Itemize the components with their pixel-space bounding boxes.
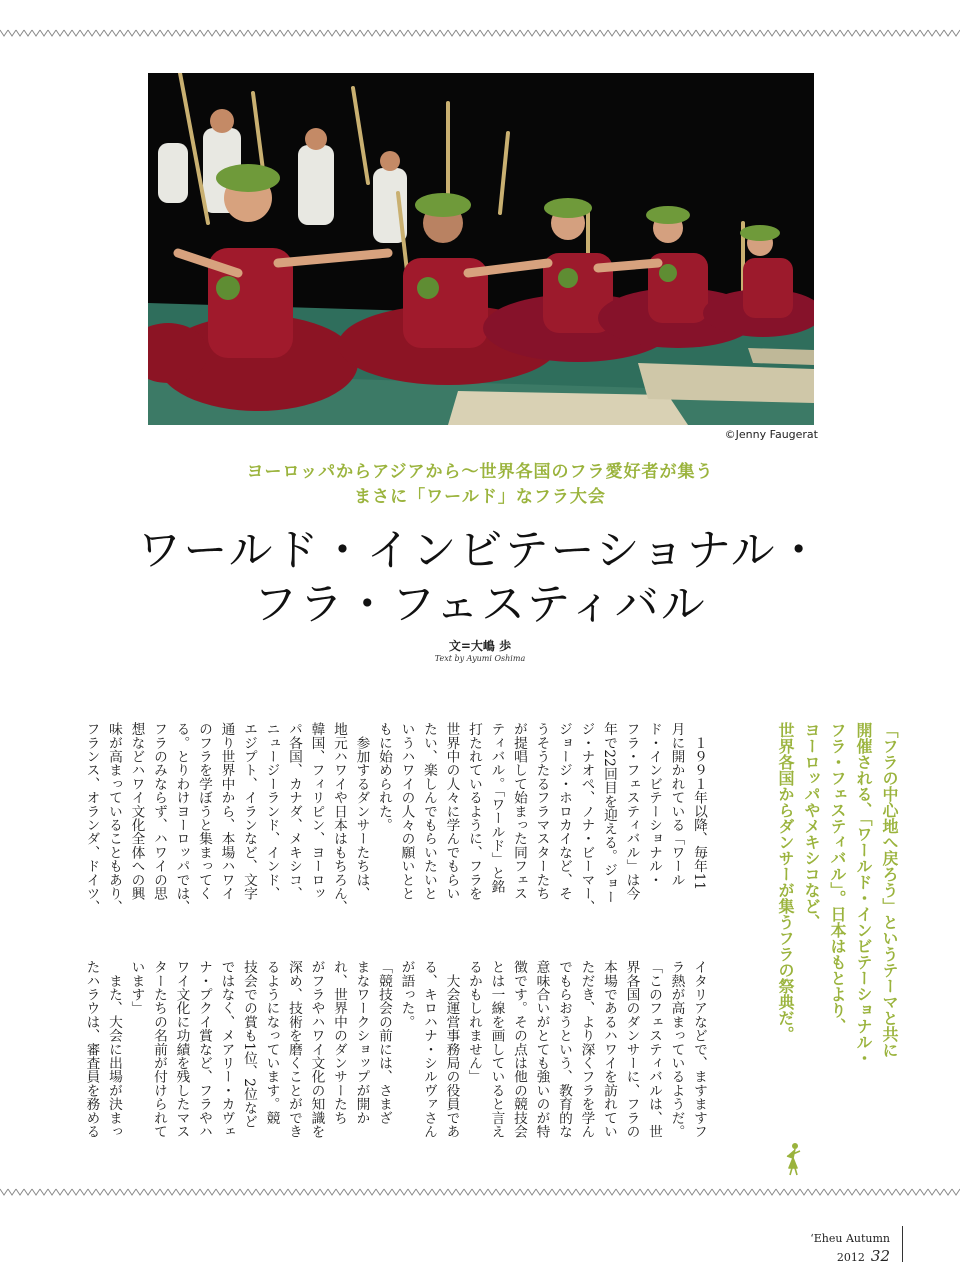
byline-japanese: 文=大嶋 歩 [448, 639, 512, 653]
subtitle-line-1: ヨーロッパからアジアから〜世界各国のフラ愛好者が集う [246, 462, 714, 482]
footer-divider [902, 1226, 903, 1262]
body-text-upper: １９９１年以降、毎年11 月に開かれている「ワール ド・インビテーショナル・ フラ・フェスティバル」は今 年で22回目を迎える。ジョー ジ・ナオペ、ノナ・ビーマー、 ジョージ・ホロカイなど、そ うそうたるフラマスターたち が提唱して始まった同フェス ティバル。「ワールド」と銘 打たれているように、フラを 世界中の人々に学んでもらい たい、楽しんでもらいたいと いうハワイの人々の願いとと もに始められた。 参加するダンサーたちは、 地元ハワイや日本はもちろん、 韓国、フィリピン、ヨーロッ パ各国、カナダ、メキシコ、 ニュージーランド、インド、 エジプト、イランなど、文字 通り世界中から、本場ハワイ のフラを学ぼうと集まってく る。とりわけヨーロッパでは、 フラのみならず、ハワイの思 想などハワイ文化全体への興 味が高まっていることもあり、 フランス、オランダ、ドイツ、 [83, 722, 707, 914]
hula-dancers-photo [148, 73, 814, 425]
article-title-line-2: フラ・フェスティバル [253, 579, 707, 630]
page-number: 32 [870, 1247, 890, 1265]
top-border-pattern [0, 28, 960, 38]
article-title-line-1: ワールド・インビテーショナル・ [137, 525, 823, 576]
magazine-issue: ‘Eheu Autumn 2012 [810, 1232, 890, 1264]
page-footer [770, 1227, 890, 1265]
lead-paragraph: 「フラの中心地へ戻ろう」というテーマと共に 開催される、「ワールド・インビテーショナル・ フラ・フェスティバル」。日本はもとより、 ヨーロッパやメキシコなど、 世界各国からダンサーが集うフラの祭典だ。 [776, 722, 899, 1066]
photo-credit: ©Jenny Faugerat [724, 428, 818, 441]
bottom-border-pattern [0, 1187, 960, 1197]
hula-dancers-illustration [148, 73, 814, 425]
byline-english: Text by Ayumi Oshima [434, 654, 526, 663]
hula-dancer-icon [783, 1142, 805, 1176]
body-text-lower: イタリアなどで、ますますフ ラ熱が高まっているようだ。 「このフェスティバルは、世 界各国のダンサーに、フラの 本場であるハワイを訪れてい ただき、より深くフラを学ん でもらおうという、教育的な 意味合いがとても強いのが特 徴です。その点は他の競技会 とは一線を画していると言え るかもしれません」 大会運営事務局の役員であ る、キロハナ・シルヴァさん が語った。 「競技会の前には、さまざ まなワークショップが開か れ、世界中のダンサーたち がフラやハワイ文化の知識を 深め、技術を磨くことができ るようになっています。競 技会での賞も1位、2位など ではなく、メアリー・カヴェ ナ・プクイ賞など、フラやハ ワイ文化に功績を残したマス ターたちの名前が付けられて います」 また、大会に出場が決まっ たハラウは、審査員を務める [83, 960, 707, 1139]
subtitle-line-2: まさに「ワールド」なフラ大会 [354, 487, 606, 507]
